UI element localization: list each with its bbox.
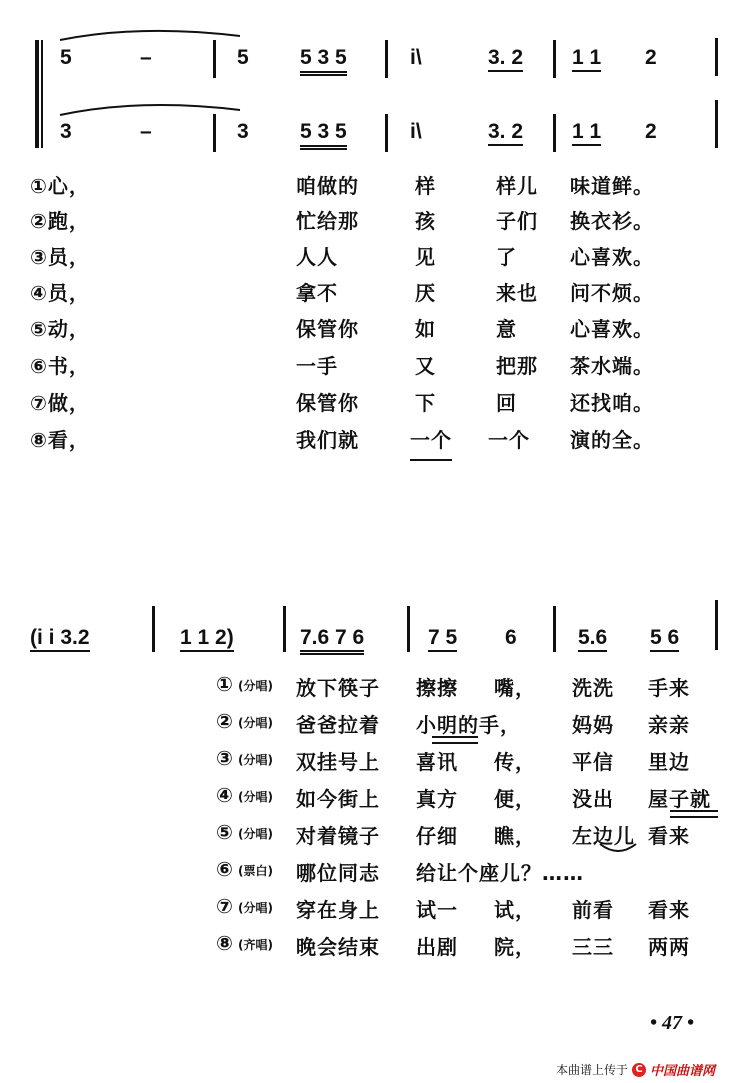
barline	[152, 606, 155, 652]
note: i\	[410, 46, 422, 69]
note-group: 5 3 5	[300, 46, 347, 76]
system-bracket	[35, 40, 39, 148]
barline	[283, 606, 286, 652]
double-underline	[432, 736, 478, 744]
barline	[385, 40, 388, 78]
footer-watermark	[556, 1060, 715, 1079]
dash: –	[140, 120, 152, 143]
note: 2	[645, 120, 657, 143]
note-group: 5 6	[650, 626, 679, 652]
page-number: • 47 •	[650, 1012, 695, 1034]
note-group: (i i 3.2	[30, 626, 90, 652]
note: 6	[505, 626, 517, 649]
double-underline	[670, 810, 718, 818]
note: 2	[645, 46, 657, 69]
note: i\	[410, 120, 422, 143]
dash: –	[140, 46, 152, 69]
site-logo-icon: C	[632, 1063, 646, 1077]
barline	[553, 40, 556, 78]
barline	[553, 114, 556, 152]
note-group: 5.6	[578, 626, 607, 652]
site-name[interactable]: 中国曲谱网	[650, 1064, 716, 1079]
barline	[407, 606, 410, 652]
note: 5	[60, 46, 72, 69]
tie-mark	[598, 842, 638, 856]
barline	[213, 40, 216, 78]
note-group: 5 3 5	[300, 120, 347, 150]
note-group: 7 5	[428, 626, 457, 652]
barline	[715, 38, 718, 76]
barline	[213, 114, 216, 152]
barline	[385, 114, 388, 152]
barline	[553, 606, 556, 652]
note: 5	[237, 46, 249, 69]
note-group: 1 1	[572, 120, 601, 146]
barline	[715, 100, 718, 148]
footer-text: 本曲谱上传于	[556, 1063, 629, 1077]
note-group: 7.6 7 6	[300, 626, 364, 655]
note: 3	[60, 120, 72, 143]
note-group: 1 1 2)	[180, 626, 234, 652]
note-group: 3. 2	[488, 120, 523, 146]
note: 3	[237, 120, 249, 143]
note-group: 3. 2	[488, 46, 523, 72]
note-group: 1 1	[572, 46, 601, 72]
barline	[715, 600, 718, 650]
